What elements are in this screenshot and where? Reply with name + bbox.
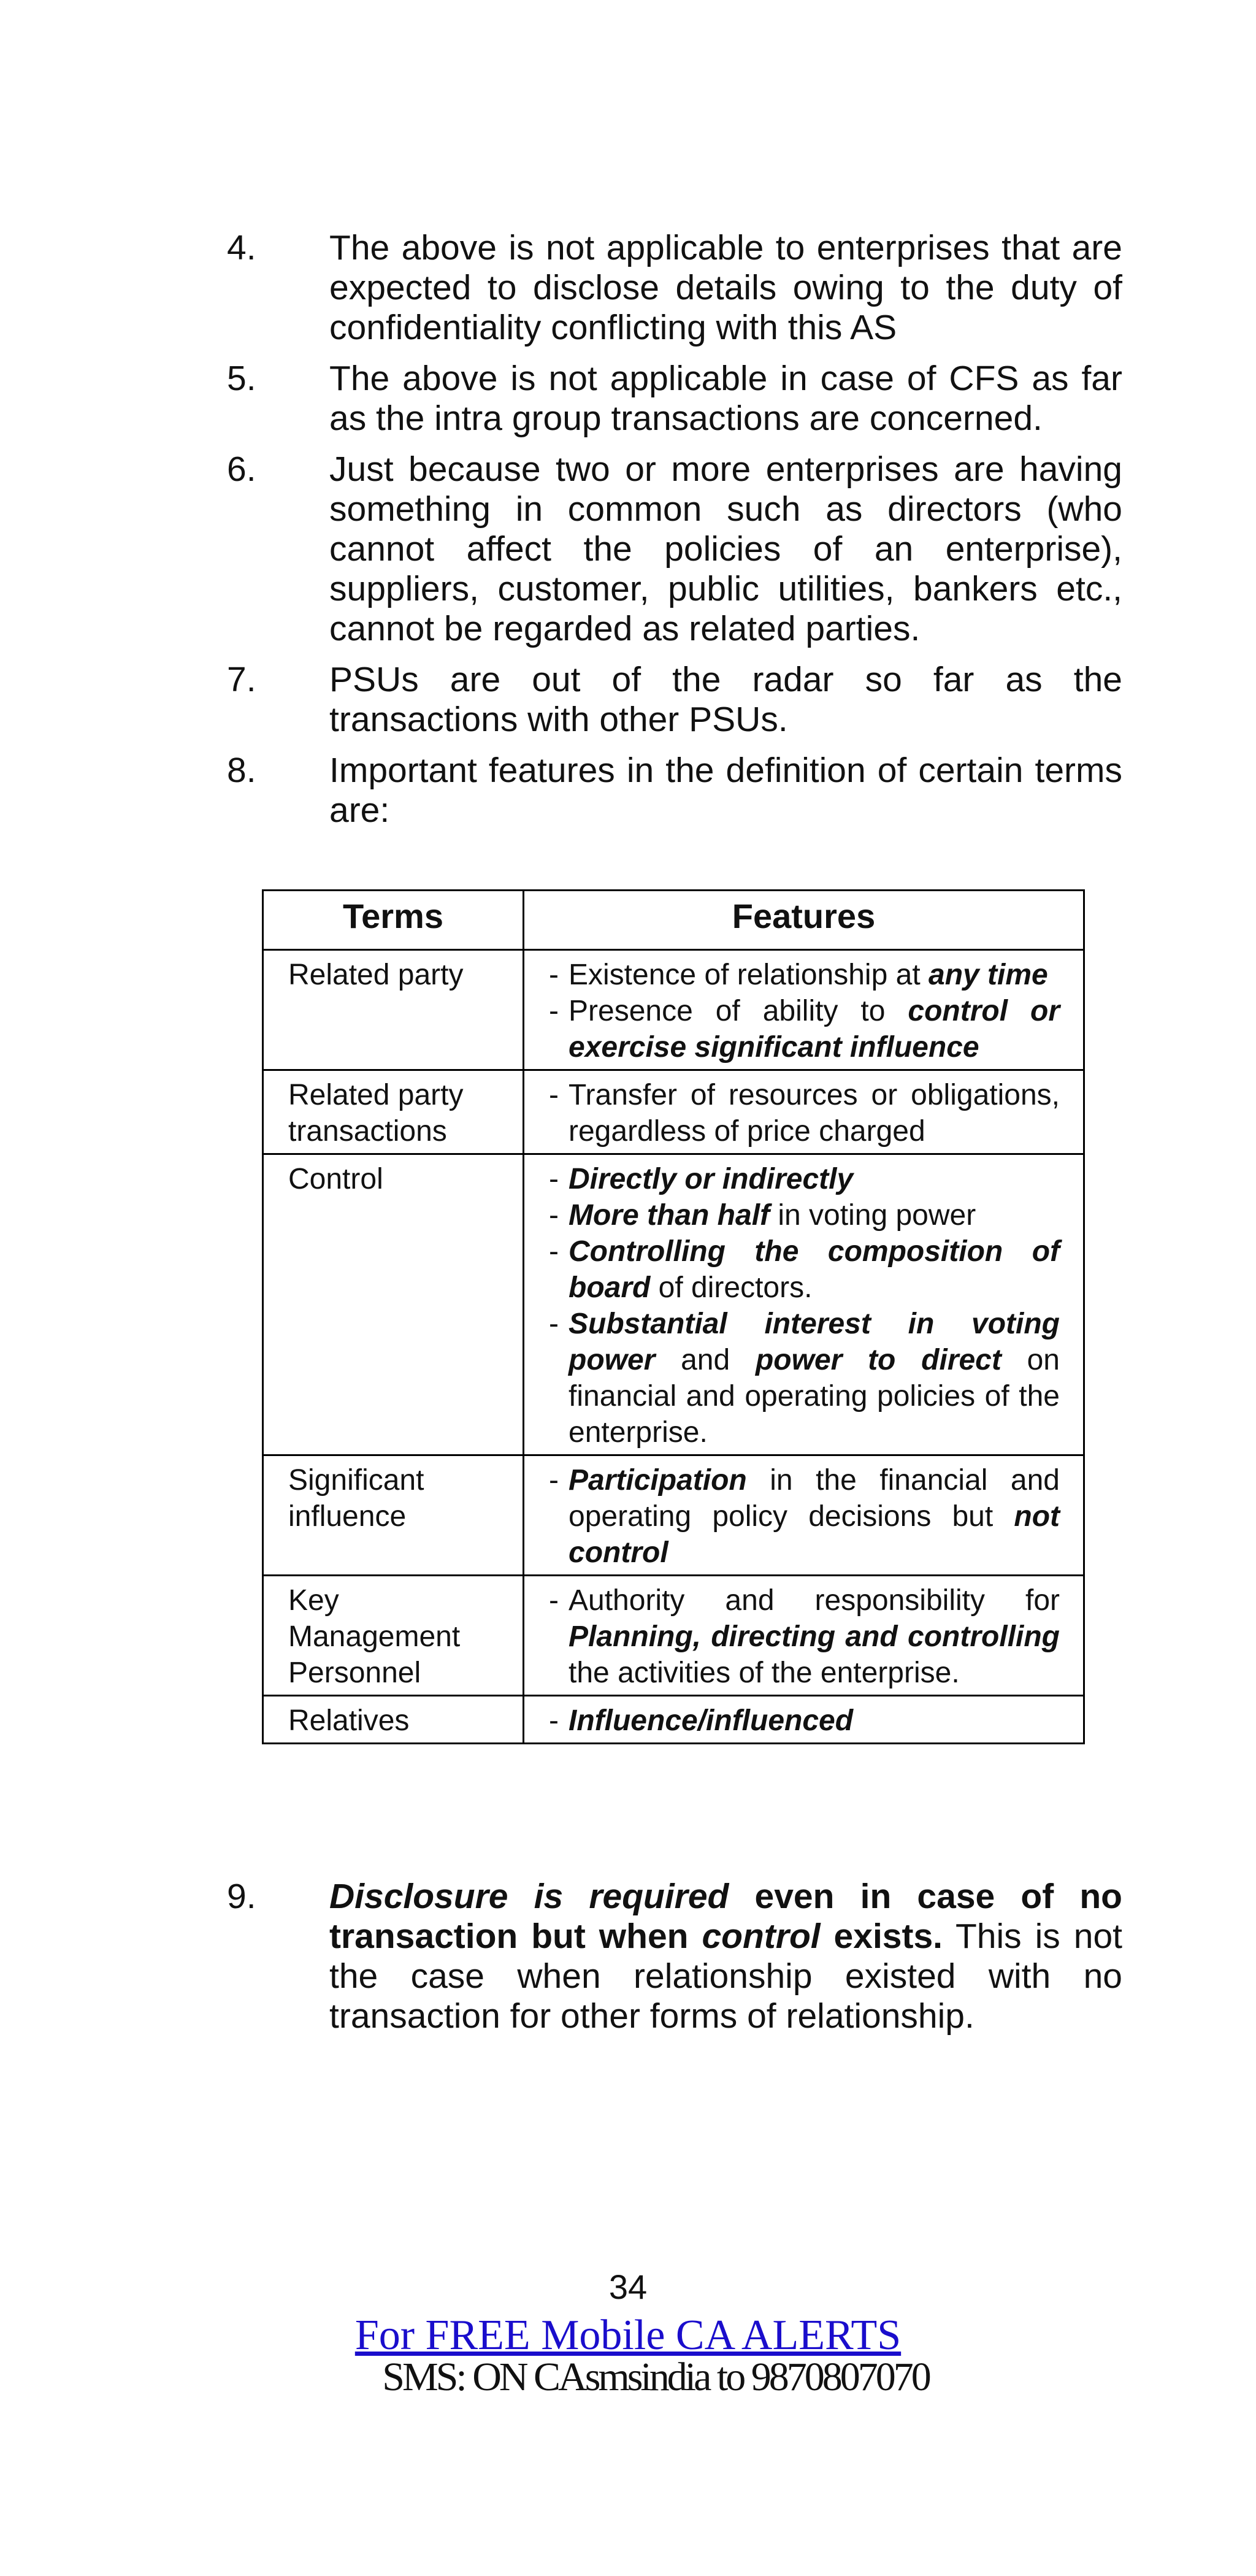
table-row — [263, 1576, 1084, 1696]
feature-text: on financial and operating policies of the enterprise. — [569, 1344, 1060, 1449]
feature-emphasis: Directly or indirectly — [569, 1163, 854, 1195]
list-item — [227, 660, 1122, 740]
list-item-9 — [227, 1877, 1122, 2036]
feature-emphasis: Planning, directing and controlling — [569, 1620, 1060, 1653]
features-header: Features — [524, 891, 1084, 950]
term-cell: Key Management Personnel — [263, 1576, 524, 1696]
dash: - — [549, 1163, 559, 1195]
item-number: 9. — [227, 1877, 256, 1916]
feature-line — [549, 1077, 1060, 1149]
features-cell — [524, 950, 1084, 1070]
item-text — [329, 1877, 1122, 2036]
table-row — [263, 1455, 1084, 1576]
list-item — [227, 450, 1122, 649]
feature-emphasis: any time — [929, 959, 1048, 991]
feature-emphasis: Substantial interest in voting power — [569, 1308, 1060, 1376]
terms-header: Terms — [263, 891, 524, 950]
feature-emphasis: not control — [569, 1500, 1060, 1569]
table-row — [263, 1070, 1084, 1154]
numbered-list — [227, 228, 1122, 841]
term-cell: Significant influence — [263, 1455, 524, 1576]
feature-line — [549, 1703, 1060, 1739]
item-number: 5. — [227, 359, 256, 398]
features-cell — [524, 1455, 1084, 1576]
dash: - — [549, 1235, 559, 1268]
feature-text: and — [655, 1344, 756, 1376]
dash: - — [549, 1079, 559, 1111]
item-number: 8. — [227, 751, 256, 790]
table-row — [263, 1154, 1084, 1455]
feature-emphasis: control or exercise significant influence — [569, 995, 1060, 1064]
item-plain: This is not the case when relationship existed with no transaction for other forms of relationship. — [329, 1917, 1122, 2036]
item-emphasis: Disclosure is required — [329, 1877, 729, 1916]
features-cell — [524, 1576, 1084, 1696]
feature-text: in voting power — [770, 1199, 976, 1232]
item-text: The above is not applicable to enterprises that are expected to disclose details owing to the duty of confidentiality conflicting with this AS — [329, 228, 1122, 347]
feature-emphasis: Controlling the composition of board — [569, 1235, 1060, 1304]
page-number: 34 — [608, 2267, 648, 2306]
list-item — [227, 359, 1122, 439]
dash: - — [549, 1464, 559, 1497]
ca-alerts-link[interactable]: For FREE Mobile CA ALERTS — [354, 2312, 902, 2359]
feature-text: in the financial and operating policy decisions but — [569, 1464, 1060, 1533]
dash: - — [549, 1704, 559, 1737]
feature-line — [549, 1161, 1060, 1197]
features-cell — [524, 1696, 1084, 1744]
feature-line — [549, 957, 1060, 993]
feature-text: the activities of the enterprise. — [569, 1657, 960, 1689]
dash: - — [549, 1308, 559, 1340]
list-item — [227, 751, 1122, 830]
dash: - — [549, 959, 559, 991]
item-number: 7. — [227, 660, 256, 699]
item-bold: even in case of no transaction but when — [329, 1877, 1122, 1956]
feature-text: Existence of relationship at — [569, 959, 929, 991]
definitions-table — [262, 889, 1085, 1744]
feature-line — [549, 1306, 1060, 1451]
feature-line — [549, 1582, 1060, 1691]
item-text: The above is not applicable in case of CFS as far as the intra group transactions are concerned. — [329, 359, 1122, 438]
table-row — [263, 950, 1084, 1070]
item-text: Important features in the definition of certain terms are: — [329, 751, 1122, 830]
dash: - — [549, 995, 559, 1027]
feature-text: Transfer of resources or obligations, regardless of price charged — [569, 1079, 1060, 1148]
item-bold: exists. — [820, 1917, 943, 1956]
feature-line — [549, 993, 1060, 1065]
item-number: 6. — [227, 450, 256, 489]
item-text: PSUs are out of the radar so far as the transactions with other PSUs. — [329, 660, 1122, 739]
features-cell — [524, 1070, 1084, 1154]
term-cell: Relatives — [263, 1696, 524, 1744]
item-number: 4. — [227, 228, 256, 267]
feature-text: Presence of ability to — [569, 995, 908, 1027]
table-header-row — [263, 891, 1084, 950]
feature-line — [549, 1197, 1060, 1233]
feature-line — [549, 1233, 1060, 1306]
feature-text: of directors. — [650, 1271, 813, 1304]
dash: - — [549, 1584, 559, 1617]
term-cell: Related party — [263, 950, 524, 1070]
table-row — [263, 1696, 1084, 1744]
term-cell: Control — [263, 1154, 524, 1455]
feature-text: Authority and responsibility for — [569, 1584, 1060, 1617]
term-cell: Related party transactions — [263, 1070, 524, 1154]
list-item — [227, 228, 1122, 348]
sms-instruction: SMS: ON CAsmsindia to 9870807070 — [382, 2355, 929, 2399]
features-cell — [524, 1154, 1084, 1455]
feature-emphasis: power to direct — [755, 1344, 1001, 1376]
feature-emphasis: Influence/influenced — [569, 1704, 854, 1737]
feature-line — [549, 1462, 1060, 1571]
feature-emphasis: More than half — [569, 1199, 770, 1232]
feature-emphasis: Participation — [569, 1464, 747, 1497]
dash: - — [549, 1199, 559, 1232]
item-emphasis: control — [702, 1917, 821, 1956]
item-text: Just because two or more enterprises are having something in common such as directors (who cannot affect the policies of an enterprise), suppliers, customer, public utilities, bankers etc., cannot be regarded as related parties. — [329, 450, 1122, 648]
